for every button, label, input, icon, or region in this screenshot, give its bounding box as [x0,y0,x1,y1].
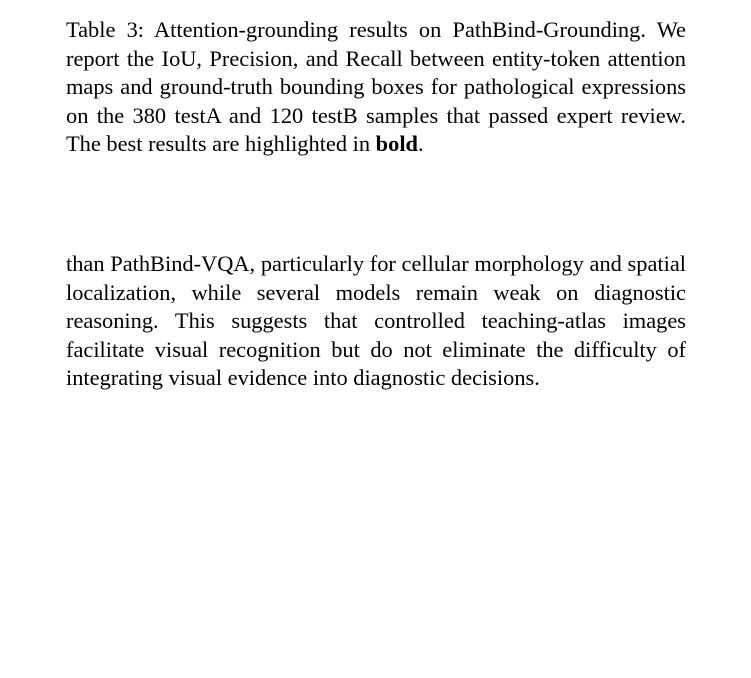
caption-period: . [418,131,424,157]
body-paragraph: than PathBind-VQA, particularly for cellular morphology and spatial localization, while several models remain weak on diagnostic reasoning. This suggests that controlled teaching-atlas images facilitate visual recognition but do not eliminate the difficulty of integrating visual evidence into diagnostic decisions. [66,250,686,391]
caption-bold-word: bold [375,131,418,157]
table-caption [66,16,686,159]
paper-page [66,16,686,393]
caption-text: Table 3: Attention-grounding results on PathBind-Grounding. We report the IoU, Precision, and Recall between entity-token attention maps and ground-truth bounding boxes for pathological expressions on the 380 testA and 120 testB samples that passed expert review. The best results are highlighted in [66,17,686,157]
